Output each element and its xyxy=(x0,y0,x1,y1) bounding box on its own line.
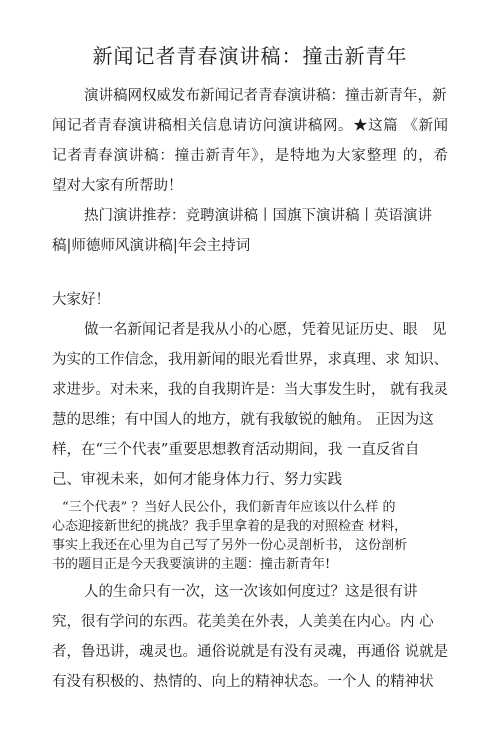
text-line: 闻记者青春演讲稿相关信息请访问演讲稿网。★这篇 《新闻 xyxy=(52,118,448,134)
document-title: 新闻记者青春演讲稿：撞击新青年 xyxy=(92,44,408,68)
text-line: 己、审视未来，如何才能身体力行、努力实践 xyxy=(52,472,342,488)
text-line: 人的生命只有一次，这一次该如何度过？这是很有讲 xyxy=(84,584,418,600)
text-line: “三个代表” ？当好人民公仆，我们新青年应该以什么样 的 xyxy=(62,500,396,515)
greeting: 大家好！ xyxy=(52,292,110,308)
text-line: 事实上我还在心里为自己写了另外一份心灵剖析书， 这份剖析 xyxy=(52,538,408,553)
text-line: 心态迎接新世纪的挑战？我手里拿着的是我的对照检查 材料， xyxy=(52,519,408,534)
text-line: 者，鲁迅讲，魂灵也。通俗说就是有没有灵魂，再通俗 说就是 xyxy=(52,644,448,660)
text-line: 望对大家有所帮助！ xyxy=(52,178,183,194)
text-line: 记者青春演讲稿：撞击新青年》，是特地为大家整理 的，希 xyxy=(52,148,448,164)
text-line: 有没有积极的、热情的、向上的精神状态。一个人 的精神状 xyxy=(52,674,434,690)
text-line: 慧的思维；有中国人的地方，就有我敏锐的触角。 正因为这 xyxy=(52,412,434,428)
text-line: 热门演讲推荐：竞聘演讲稿丨国旗下演讲稿丨英语演讲 xyxy=(84,208,432,224)
text-line: 演讲稿网权威发布新闻记者青春演讲稿：撞击新青年，新 xyxy=(84,88,447,104)
text-line: 样，在“三个代表”重要思想教育活动期间，我 一直反省自 xyxy=(52,442,420,458)
text-line: 求进步。对未来，我的自我期许是：当大事发生时， 就有我灵 xyxy=(52,382,448,398)
text-line: 做一名新闻记者是我从小的心愿，凭着见证历史、眼 见 xyxy=(84,322,447,338)
text-line: 稿|师德师风演讲稿|年会主持词 xyxy=(52,238,251,254)
text-line: 书的题目正是今天我要演讲的主题：撞击新青年! xyxy=(52,557,331,572)
text-line: 究，很有学问的东西。花美美在外表，人美美在内心。内 心 xyxy=(52,614,434,630)
text-line: 为实的工作信念，我用新闻的眼光看世界，求真理、求 知识、 xyxy=(52,352,448,368)
